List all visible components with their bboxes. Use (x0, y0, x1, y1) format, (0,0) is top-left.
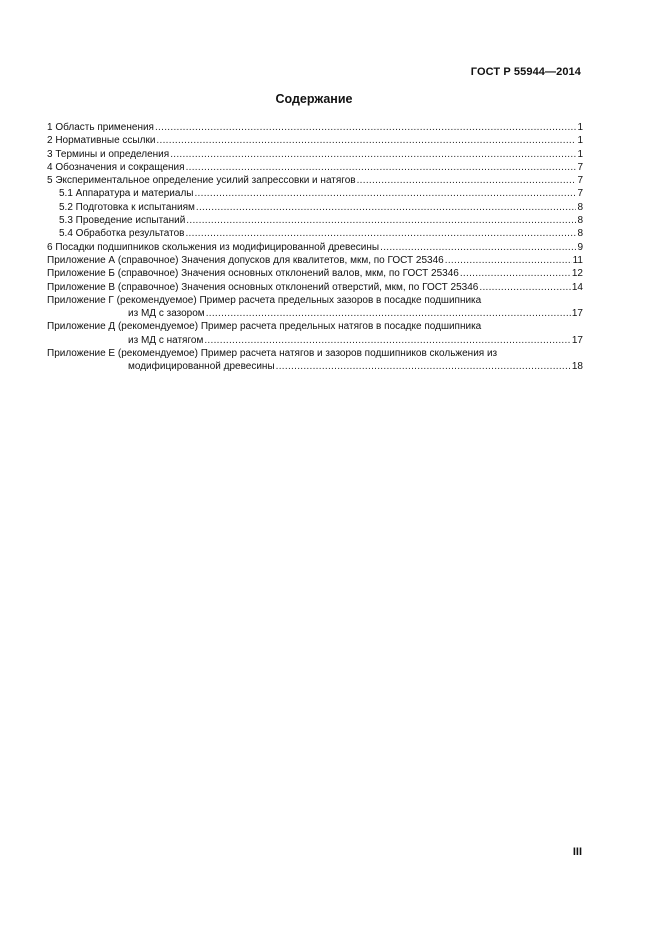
dot-leader (196, 201, 577, 214)
toc-entry[interactable] (47, 281, 583, 294)
toc-entry-page: 14 (571, 281, 583, 293)
toc-entry-text: 1 Область применения (47, 122, 154, 133)
toc-entry-page: 8 (577, 228, 583, 240)
toc-entry-page: 1 (577, 122, 583, 133)
dot-leader (156, 134, 576, 147)
toc-subentry[interactable] (47, 201, 583, 214)
toc-entry-multiline[interactable] (47, 347, 583, 374)
toc-entry[interactable] (47, 134, 583, 147)
toc-entry-text: 5.3 Проведение испытаний (59, 215, 186, 227)
toc-title: Содержание (275, 92, 353, 106)
toc-entry-text-line1: Приложение Г (рекомендуемое) Пример расчета предельных зазоров в посадке подшипника (47, 294, 482, 306)
dot-leader (357, 174, 577, 187)
toc-entry-page: 1 (577, 135, 583, 147)
toc-entry-page: 7 (577, 188, 583, 200)
toc-entry-text: 4 Обозначения и сокращения (47, 161, 185, 173)
toc-entry-page: 9 (577, 241, 583, 253)
page-number: III (572, 846, 582, 858)
toc-entry-text: 5 Экспериментальное определение усилий запрессовки и натягов (47, 175, 356, 187)
toc-entry-multiline[interactable] (47, 294, 583, 321)
dot-leader (155, 121, 576, 134)
toc-entry-page: 17 (571, 308, 583, 320)
toc-entry-page: 7 (577, 175, 583, 187)
toc-entry-text-line2: модифицированной древесины (128, 361, 275, 373)
dot-leader (185, 227, 576, 240)
document-code: ГОСТ Р 55944—2014 (470, 66, 581, 78)
toc-entry-page: 11 (572, 254, 583, 266)
toc-entry-text: Приложение А (справочное) Значения допусков для квалитетов, мкм, по ГОСТ 25346 (47, 254, 444, 266)
toc-entry-text: Приложение В (справочное) Значения основных отклонений отверстий, мкм, по ГОСТ 25346 (47, 281, 479, 293)
toc-entry-page: 8 (577, 201, 583, 213)
toc-entry-page: 1 (577, 148, 583, 160)
dot-leader (170, 148, 576, 161)
dot-leader (276, 360, 571, 373)
toc-entry-text: 5.1 Аппаратура и материалы (59, 188, 194, 200)
toc-entry-text-line2: из МД с натягом (128, 334, 204, 346)
dot-leader (380, 241, 576, 254)
toc-entry-text-line1: Приложение Д (рекомендуемое) Пример расчета предельных натягов в посадке подшипника (47, 321, 482, 333)
toc-entry-text: 3 Термины и определения (47, 148, 170, 160)
toc-entry[interactable] (47, 267, 583, 280)
dot-leader (186, 214, 576, 227)
toc-entry[interactable] (47, 121, 583, 134)
toc-subentry[interactable] (47, 187, 583, 200)
toc-entry-page: 7 (577, 161, 583, 173)
toc-entry-text-line2: из МД с зазором (128, 308, 205, 320)
toc-entry[interactable] (47, 241, 583, 254)
dot-leader (206, 307, 571, 320)
toc-entry-text: 5.2 Подготовка к испытаниям (59, 201, 195, 213)
toc-entry-text: 5.4 Обработка результатов (59, 228, 185, 240)
toc-entry[interactable] (47, 174, 583, 187)
dot-leader (479, 281, 571, 294)
table-of-contents (47, 121, 583, 374)
toc-entry[interactable] (47, 161, 583, 174)
toc-entry-text: 6 Посадки подшипников скольжения из модифицированной древесины (47, 241, 380, 253)
dot-leader (460, 267, 571, 280)
toc-entry-page: 8 (577, 215, 583, 227)
toc-entry-multiline[interactable] (47, 320, 583, 347)
toc-entry-text-line1: Приложение Е (рекомендуемое) Пример расчета натягов и зазоров подшипников скольжения из (47, 348, 498, 360)
dot-leader (204, 334, 571, 347)
toc-entry-text: Приложение Б (справочное) Значения основных отклонений валов, мкм, по ГОСТ 25346 (47, 268, 459, 280)
toc-entry-page: 12 (571, 268, 583, 280)
toc-subentry[interactable] (47, 227, 583, 240)
dot-leader (186, 161, 577, 174)
toc-entry[interactable] (47, 254, 583, 267)
toc-subentry[interactable] (47, 214, 583, 227)
dot-leader (445, 254, 572, 267)
toc-entry-page: 18 (571, 361, 583, 373)
toc-entry[interactable] (47, 148, 583, 161)
toc-entry-text: 2 Нормативные ссылки (47, 135, 156, 147)
toc-entry-page: 17 (571, 334, 583, 346)
dot-leader (194, 187, 576, 200)
